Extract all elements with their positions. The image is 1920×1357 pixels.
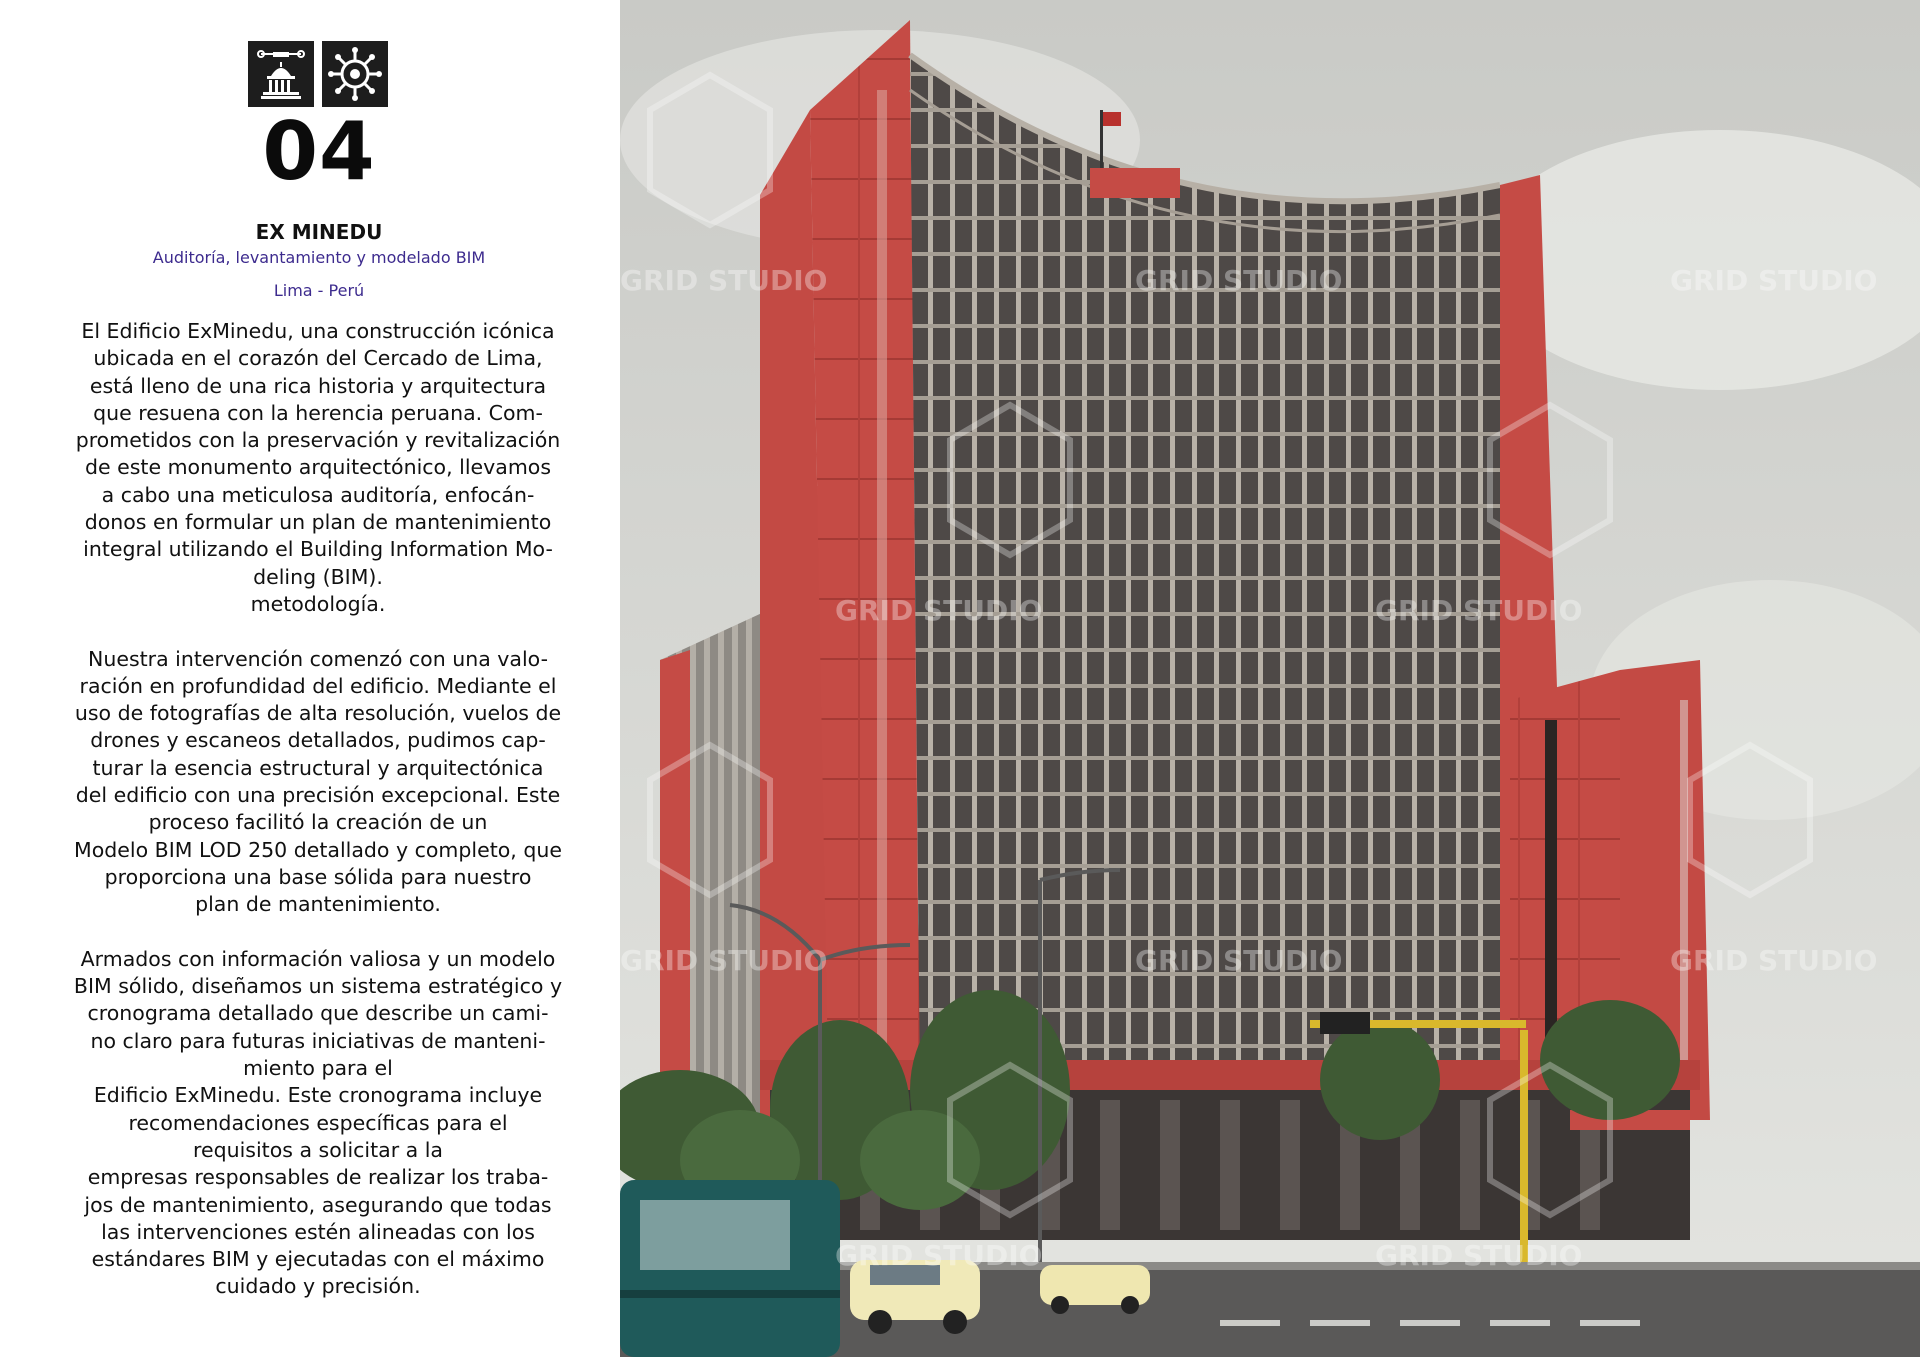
description-line: está lleno de una rica historia y arquitectura — [89, 373, 547, 398]
project-description — [40, 318, 596, 1301]
description-line: Modelo BIM LOD 250 detallado y completo, que — [74, 837, 562, 862]
description-line: prometidos con la preservación y revitalización — [75, 428, 561, 453]
description-line: estándares BIM y ejecutadas con el máximo — [91, 1247, 545, 1272]
description-line: a cabo una meticulosa auditoría, enfocán- — [101, 482, 535, 507]
description-line: empresas responsables de realizar los traba- — [87, 1165, 549, 1190]
description-line: drones y escaneos detallados, pudimos cap- — [90, 728, 546, 753]
description-line: uso de fotografías de alta resolución, vuelos de — [74, 701, 562, 726]
watermark-text: GRID STUDIO — [1375, 594, 1583, 627]
description-line: Edificio ExMinedu. Este cronograma incluye — [93, 1083, 543, 1108]
watermark-text: GRID STUDIO — [835, 1239, 1043, 1272]
description-line: que resuena con la herencia peruana. Com- — [93, 400, 543, 425]
description-line: ración en profundidad del edificio. Mediante el — [79, 673, 557, 698]
watermark-text: GRID STUDIO — [1135, 944, 1343, 977]
description-line: metodología. — [250, 591, 386, 616]
government-building-drone-icon — [248, 41, 314, 107]
building-illustration — [620, 0, 1920, 1357]
project-location: Lima - Perú — [273, 281, 365, 300]
description-line: turar la esencia estructural y arquitectónica — [92, 755, 544, 780]
watermark-text: GRID STUDIO — [1375, 1239, 1583, 1272]
description-line: recomendaciones específicas para el — [128, 1110, 508, 1135]
description-line: ubicada en el corazón del Cercado de Lima, — [93, 346, 543, 371]
category-icons — [248, 41, 388, 107]
description-line: jos de mantenimiento, asegurando que todas — [84, 1192, 552, 1217]
watermark-text: GRID STUDIO — [1670, 944, 1878, 977]
description-line: de este monumento arquitectónico, llevamos — [84, 455, 552, 480]
watermark-text: GRID STUDIO — [1135, 264, 1343, 297]
project-info-panel — [0, 0, 620, 1357]
description-line: Armados con información valiosa y un modelo — [80, 946, 556, 971]
description-line: Nuestra intervención comenzó con una valo- — [88, 646, 548, 671]
description-line: plan de mantenimiento. — [195, 892, 441, 917]
description-line: El Edificio ExMinedu, una construcción icónica — [81, 319, 555, 343]
description-line: las intervenciones estén alineadas con los — [101, 1219, 535, 1244]
description-line: del edificio con una precisión excepcional. Este — [75, 783, 561, 808]
description-line: proceso facilitó la creación de un — [148, 810, 488, 835]
description-line: donos en formular un plan de mantenimiento — [84, 510, 552, 535]
watermark-text: GRID STUDIO — [1670, 264, 1878, 297]
description-line: integral utilizando el Building Information Mo- — [83, 537, 553, 562]
description-line: miento para el — [243, 1056, 393, 1081]
description-line: requisitos a solicitar a la — [193, 1137, 443, 1162]
virus-gear-icon — [322, 41, 388, 107]
description-line: deling (BIM). — [253, 564, 383, 589]
project-number: 04 — [262, 105, 376, 198]
building-render-image — [620, 0, 1920, 1357]
description-line: cronograma detallado que describe un cami- — [87, 1001, 549, 1026]
project-subtitle: Auditoría, levantamiento y modelado BIM — [152, 248, 486, 267]
watermark-text: GRID STUDIO — [835, 594, 1043, 627]
description-line: no claro para futuras iniciativas de manteni- — [90, 1028, 546, 1053]
description-line: BIM sólido, diseñamos un sistema estratégico y — [73, 974, 563, 999]
description-line: cuidado y precisión. — [215, 1274, 421, 1299]
description-line: proporciona una base sólida para nuestro — [104, 864, 532, 889]
watermark-text: GRID STUDIO — [620, 944, 828, 977]
watermark-text: GRID STUDIO — [620, 264, 828, 297]
project-title: EX MINEDU — [255, 220, 383, 244]
